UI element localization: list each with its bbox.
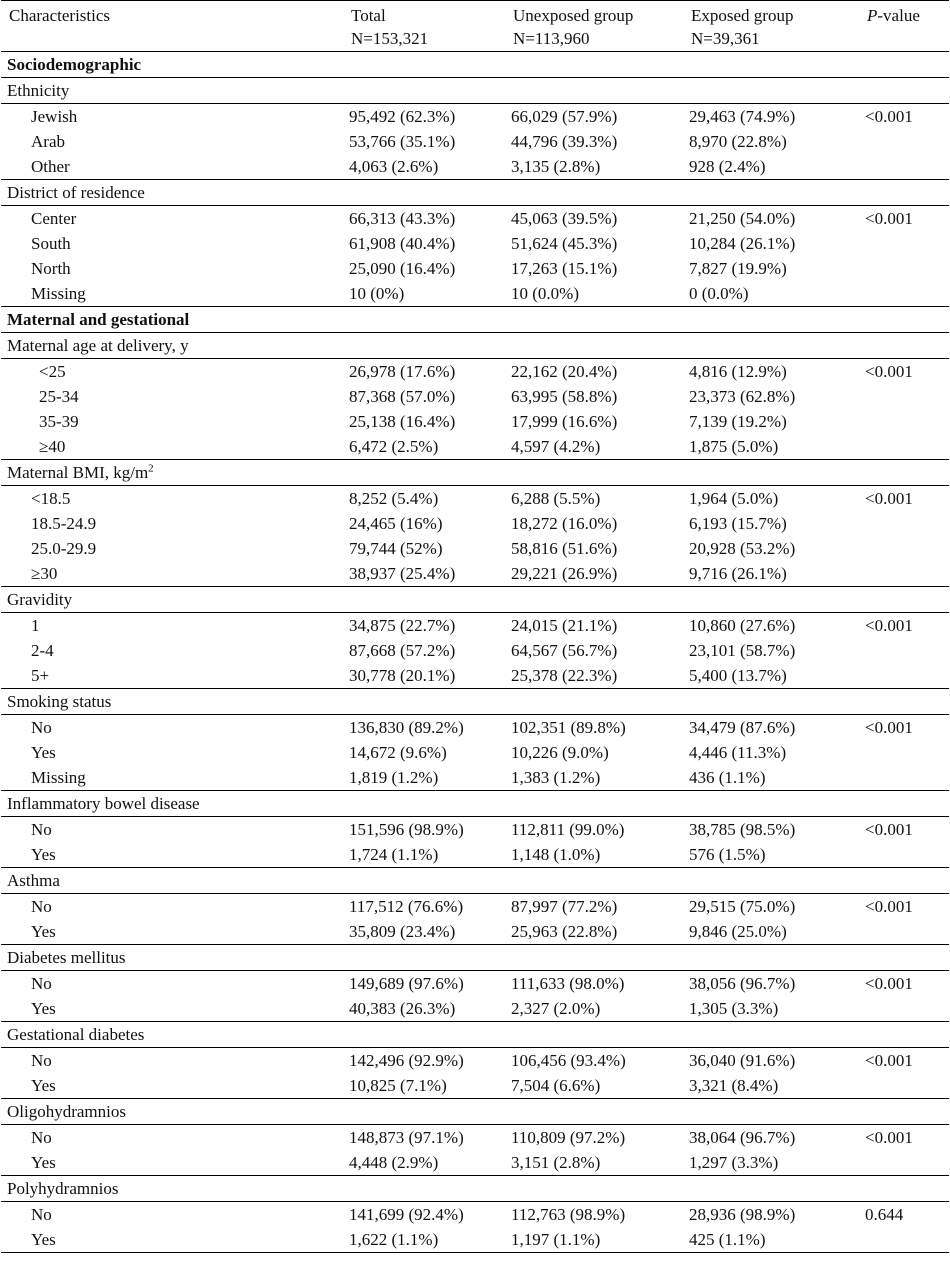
cell-exposed: 1,297 (3.3%)	[683, 1150, 859, 1176]
table-row	[1, 129, 949, 154]
row-label: Yes	[1, 996, 343, 1022]
cell-total: 24,465 (16%)	[349, 514, 443, 533]
cell-pvalue	[859, 434, 949, 460]
cell-exposed: 436 (1.1%)	[683, 765, 859, 791]
cell-exposed: 928 (2.4%)	[683, 154, 859, 180]
cell-total: 149,689 (97.6%)	[349, 974, 464, 993]
cell-total: 151,596 (98.9%)	[349, 820, 464, 839]
cell-exposed: 0 (0.0%)	[683, 281, 859, 307]
table-row	[1, 1202, 949, 1228]
table-row	[1, 409, 949, 434]
cell-unexposed: 112,811 (99.0%)	[511, 820, 625, 839]
group-row	[1, 791, 949, 817]
row-label: 25-34	[39, 387, 79, 406]
cell-unexposed: 22,162 (20.4%)	[511, 362, 618, 381]
cell-total: 26,978 (17.6%)	[349, 362, 456, 381]
row-label: Yes	[1, 1073, 343, 1099]
cell-exposed: 6,193 (15.7%)	[689, 514, 787, 533]
cell-exposed: 34,479 (87.6%)	[689, 718, 796, 737]
header-total: Total N=153,321	[343, 1, 505, 52]
cell-pvalue	[859, 281, 949, 307]
cell-total: 95,492 (62.3%)	[349, 107, 456, 126]
group-row	[1, 587, 949, 613]
cell-exposed: 4,816 (12.9%)	[689, 362, 787, 381]
row-label: Jewish	[31, 107, 78, 126]
cell-unexposed: 110,809 (97.2%)	[511, 1128, 626, 1147]
cell-exposed: 4,446 (11.3%)	[689, 743, 787, 762]
cell-unexposed: 25,378 (22.3%)	[505, 663, 683, 689]
cell-pvalue	[859, 409, 949, 434]
cell-unexposed: 102,351 (89.8%)	[511, 718, 626, 737]
cell-pvalue: <0.001	[865, 718, 913, 737]
table-row	[1, 561, 949, 587]
row-label: Yes	[1, 1150, 343, 1176]
row-label: 5+	[1, 663, 343, 689]
table-row	[1, 1073, 949, 1099]
row-label: Yes	[1, 919, 343, 945]
group-label	[1, 1022, 949, 1048]
table-row	[1, 663, 949, 689]
cell-pvalue	[859, 996, 949, 1022]
table-row	[1, 971, 949, 997]
cell-total: 66,313 (43.3%)	[349, 209, 456, 228]
cell-unexposed: 44,796 (39.3%)	[511, 132, 618, 151]
cell-exposed: 23,101 (58.7%)	[689, 641, 796, 660]
group-label-text: Polyhydramnios	[7, 1179, 119, 1198]
table-row	[1, 104, 949, 130]
cell-total: 142,496 (92.9%)	[349, 1051, 464, 1070]
group-label	[1, 945, 949, 971]
table-row	[1, 894, 949, 920]
cell-exposed: 3,321 (8.4%)	[683, 1073, 859, 1099]
cell-pvalue	[859, 561, 949, 587]
cell-pvalue	[859, 765, 949, 791]
group-label-text: Smoking status	[7, 692, 112, 711]
cell-pvalue	[859, 740, 949, 765]
cell-exposed: 38,785 (98.5%)	[689, 820, 796, 839]
cell-total: 87,368 (57.0%)	[349, 387, 456, 406]
table-row	[1, 765, 949, 791]
group-label-text: Asthma	[7, 871, 60, 890]
cell-pvalue: <0.001	[865, 1051, 913, 1070]
row-label: Other	[1, 154, 343, 180]
cell-total: 38,937 (25.4%)	[343, 561, 505, 587]
group-label	[1, 791, 949, 817]
header-unexposed: Unexposed group N=113,960	[505, 1, 683, 52]
cell-total: 61,908 (40.4%)	[349, 234, 456, 253]
cell-unexposed: 24,015 (21.1%)	[511, 616, 618, 635]
cell-unexposed: 29,221 (26.9%)	[505, 561, 683, 587]
row-label: Center	[31, 209, 77, 228]
cell-unexposed: 45,063 (39.5%)	[511, 209, 618, 228]
group-row	[1, 1099, 949, 1125]
cell-exposed: 38,064 (96.7%)	[689, 1128, 796, 1147]
row-label: North	[31, 259, 71, 278]
row-label: 1	[31, 616, 40, 635]
row-label: Yes	[1, 842, 343, 868]
cell-total: 6,472 (2.5%)	[343, 434, 505, 460]
table-row	[1, 817, 949, 843]
cell-unexposed: 1,383 (1.2%)	[505, 765, 683, 791]
table-row	[1, 715, 949, 741]
table-row	[1, 536, 949, 561]
group-row	[1, 945, 949, 971]
cell-exposed: 23,373 (62.8%)	[689, 387, 796, 406]
cell-total: 8,252 (5.4%)	[349, 489, 439, 508]
row-label: 2-4	[31, 641, 54, 660]
group-label	[1, 460, 949, 486]
cell-exposed: 5,400 (13.7%)	[683, 663, 859, 689]
cell-total: 148,873 (97.1%)	[349, 1128, 464, 1147]
group-label	[1, 1176, 949, 1202]
row-label: No	[31, 974, 52, 993]
cell-unexposed: 3,135 (2.8%)	[505, 154, 683, 180]
table-row	[1, 511, 949, 536]
row-label: <18.5	[31, 489, 71, 508]
group-label	[1, 180, 949, 206]
cell-exposed: 1,875 (5.0%)	[683, 434, 859, 460]
group-label	[1, 333, 949, 359]
row-label: No	[31, 897, 52, 916]
cell-pvalue: <0.001	[865, 820, 913, 839]
cell-exposed: 9,716 (26.1%)	[683, 561, 859, 587]
cell-pvalue	[859, 663, 949, 689]
cell-exposed: 8,970 (22.8%)	[689, 132, 787, 151]
cell-pvalue: <0.001	[865, 616, 913, 635]
table-row	[1, 919, 949, 945]
cell-unexposed: 63,995 (58.8%)	[511, 387, 618, 406]
section-title: Sociodemographic	[1, 52, 949, 78]
cell-total: 87,668 (57.2%)	[349, 641, 456, 660]
cell-total: 79,744 (52%)	[349, 539, 443, 558]
cell-exposed: 10,284 (26.1%)	[689, 234, 796, 253]
table-row	[1, 206, 949, 232]
row-label: Yes	[1, 1227, 343, 1253]
cell-total: 1,724 (1.1%)	[343, 842, 505, 868]
table-row	[1, 842, 949, 868]
group-label-text: Gestational diabetes	[7, 1025, 145, 1044]
cell-pvalue	[859, 536, 949, 561]
cell-unexposed: 1,148 (1.0%)	[505, 842, 683, 868]
cell-unexposed: 25,963 (22.8%)	[505, 919, 683, 945]
group-label-text: Maternal BMI, kg/m	[7, 463, 149, 482]
header-pvalue: P-value	[859, 1, 949, 52]
group-row	[1, 689, 949, 715]
cell-total: 4,448 (2.9%)	[343, 1150, 505, 1176]
group-label	[1, 868, 949, 894]
table-row	[1, 434, 949, 460]
cell-exposed: 29,515 (75.0%)	[689, 897, 796, 916]
cell-pvalue	[859, 1150, 949, 1176]
group-label-text: Oligohydramnios	[7, 1102, 126, 1121]
cell-pvalue	[859, 842, 949, 868]
row-label: Yes	[31, 743, 56, 762]
cell-exposed: 29,463 (74.9%)	[689, 107, 796, 126]
row-label: <25	[39, 362, 66, 381]
cell-unexposed: 58,816 (51.6%)	[511, 539, 618, 558]
header-characteristics: Characteristics	[1, 1, 343, 52]
cell-total: 25,090 (16.4%)	[349, 259, 456, 278]
table-row	[1, 256, 949, 281]
table-row	[1, 1150, 949, 1176]
row-label: 35-39	[39, 412, 79, 431]
cell-pvalue: <0.001	[865, 209, 913, 228]
group-label	[1, 1099, 949, 1125]
group-row	[1, 1176, 949, 1202]
group-row	[1, 78, 949, 104]
cell-unexposed: 18,272 (16.0%)	[511, 514, 618, 533]
cell-unexposed: 17,999 (16.6%)	[511, 412, 618, 431]
row-label: 18.5-24.9	[31, 514, 97, 533]
group-row	[1, 333, 949, 359]
table-row	[1, 384, 949, 409]
cell-unexposed: 7,504 (6.6%)	[505, 1073, 683, 1099]
cell-unexposed: 64,567 (56.7%)	[511, 641, 618, 660]
cell-pvalue: <0.001	[865, 897, 913, 916]
cell-unexposed: 2,327 (2.0%)	[505, 996, 683, 1022]
table-row	[1, 486, 949, 512]
cell-pvalue: <0.001	[865, 974, 913, 993]
section-title: Maternal and gestational	[1, 307, 949, 333]
cell-pvalue	[859, 919, 949, 945]
cell-pvalue: <0.001	[865, 107, 913, 126]
cell-total: 34,875 (22.7%)	[349, 616, 456, 635]
group-label-text: Gravidity	[7, 590, 73, 609]
table-row	[1, 740, 949, 765]
cell-total: 14,672 (9.6%)	[349, 743, 447, 762]
cell-exposed: 1,964 (5.0%)	[689, 489, 779, 508]
cell-total: 10 (0%)	[343, 281, 505, 307]
group-label-text: District of residence	[7, 183, 145, 202]
group-row	[1, 1022, 949, 1048]
cell-exposed: 38,056 (96.7%)	[689, 974, 796, 993]
cell-pvalue	[859, 231, 949, 256]
cell-pvalue	[859, 129, 949, 154]
row-label: Missing	[1, 281, 343, 307]
group-label-text: Maternal age at delivery, y	[7, 336, 189, 355]
cell-exposed: 10,860 (27.6%)	[689, 616, 796, 635]
cell-total: 30,778 (20.1%)	[343, 663, 505, 689]
cell-pvalue	[859, 256, 949, 281]
cell-unexposed: 3,151 (2.8%)	[505, 1150, 683, 1176]
cell-exposed: 7,827 (19.9%)	[689, 259, 787, 278]
cell-total: 1,819 (1.2%)	[343, 765, 505, 791]
group-label	[1, 587, 949, 613]
cell-pvalue: 0.644	[865, 1205, 904, 1224]
group-label-text: Ethnicity	[7, 81, 70, 100]
table-row	[1, 638, 949, 663]
cell-pvalue	[859, 1073, 949, 1099]
cell-unexposed: 112,763 (98.9%)	[511, 1205, 626, 1224]
cell-total: 141,699 (92.4%)	[349, 1205, 464, 1224]
cell-unexposed: 6,288 (5.5%)	[511, 489, 601, 508]
cell-pvalue	[859, 638, 949, 663]
row-label: Missing	[1, 765, 343, 791]
cell-pvalue	[859, 384, 949, 409]
group-label-text: Inflammatory bowel disease	[7, 794, 200, 813]
row-label: 25.0-29.9	[31, 539, 97, 558]
row-label: ≥40	[1, 434, 343, 460]
cell-exposed: 28,936 (98.9%)	[689, 1205, 796, 1224]
cell-exposed: 20,928 (53.2%)	[689, 539, 796, 558]
table-row	[1, 281, 949, 307]
group-label-superscript: 2	[148, 462, 154, 475]
cell-total: 53,766 (35.1%)	[349, 132, 456, 151]
cell-total: 40,383 (26.3%)	[343, 996, 505, 1022]
cell-pvalue	[859, 154, 949, 180]
group-label	[1, 78, 949, 104]
group-row	[1, 180, 949, 206]
cell-total: 117,512 (76.6%)	[349, 897, 464, 916]
row-label: No	[31, 1128, 52, 1147]
row-label: ≥30	[1, 561, 343, 587]
cell-pvalue: <0.001	[865, 362, 913, 381]
cell-unexposed: 66,029 (57.9%)	[511, 107, 618, 126]
table-row	[1, 1048, 949, 1074]
table-body	[1, 52, 949, 1253]
section-row	[1, 307, 949, 333]
header-exposed: Exposed group N=39,361	[683, 1, 859, 52]
cell-pvalue: <0.001	[865, 489, 913, 508]
cell-pvalue	[859, 511, 949, 536]
table-row	[1, 1227, 949, 1253]
table-row	[1, 613, 949, 639]
group-row	[1, 868, 949, 894]
row-label: No	[31, 718, 52, 737]
cell-exposed: 7,139 (19.2%)	[689, 412, 787, 431]
row-label: No	[31, 820, 52, 839]
cell-unexposed: 87,997 (77.2%)	[511, 897, 618, 916]
row-label: Arab	[31, 132, 65, 151]
table-row	[1, 359, 949, 385]
group-label	[1, 689, 949, 715]
section-row	[1, 52, 949, 78]
table-row	[1, 154, 949, 180]
group-row	[1, 460, 949, 486]
row-label: No	[31, 1205, 52, 1224]
group-label-text: Diabetes mellitus	[7, 948, 126, 967]
cell-exposed: 425 (1.1%)	[683, 1227, 859, 1253]
cell-exposed: 576 (1.5%)	[683, 842, 859, 868]
cell-unexposed: 106,456 (93.4%)	[511, 1051, 626, 1070]
cell-total: 10,825 (7.1%)	[343, 1073, 505, 1099]
cell-unexposed: 10,226 (9.0%)	[511, 743, 609, 762]
cell-total: 1,622 (1.1%)	[343, 1227, 505, 1253]
characteristics-table	[1, 0, 949, 1253]
cell-unexposed: 1,197 (1.1%)	[505, 1227, 683, 1253]
table-row	[1, 1125, 949, 1151]
cell-unexposed: 51,624 (45.3%)	[511, 234, 618, 253]
row-label: No	[31, 1051, 52, 1070]
row-label: South	[31, 234, 71, 253]
table-row	[1, 231, 949, 256]
cell-total: 136,830 (89.2%)	[349, 718, 464, 737]
cell-pvalue	[859, 1227, 949, 1253]
cell-exposed: 36,040 (91.6%)	[689, 1051, 796, 1070]
cell-total: 4,063 (2.6%)	[343, 154, 505, 180]
cell-total: 25,138 (16.4%)	[349, 412, 456, 431]
cell-unexposed: 4,597 (4.2%)	[505, 434, 683, 460]
cell-unexposed: 111,633 (98.0%)	[511, 974, 625, 993]
cell-total: 35,809 (23.4%)	[343, 919, 505, 945]
table-header	[1, 1, 949, 52]
cell-unexposed: 10 (0.0%)	[505, 281, 683, 307]
cell-exposed: 1,305 (3.3%)	[683, 996, 859, 1022]
cell-unexposed: 17,263 (15.1%)	[511, 259, 618, 278]
cell-pvalue: <0.001	[865, 1128, 913, 1147]
cell-exposed: 21,250 (54.0%)	[689, 209, 796, 228]
cell-exposed: 9,846 (25.0%)	[683, 919, 859, 945]
table-row	[1, 996, 949, 1022]
